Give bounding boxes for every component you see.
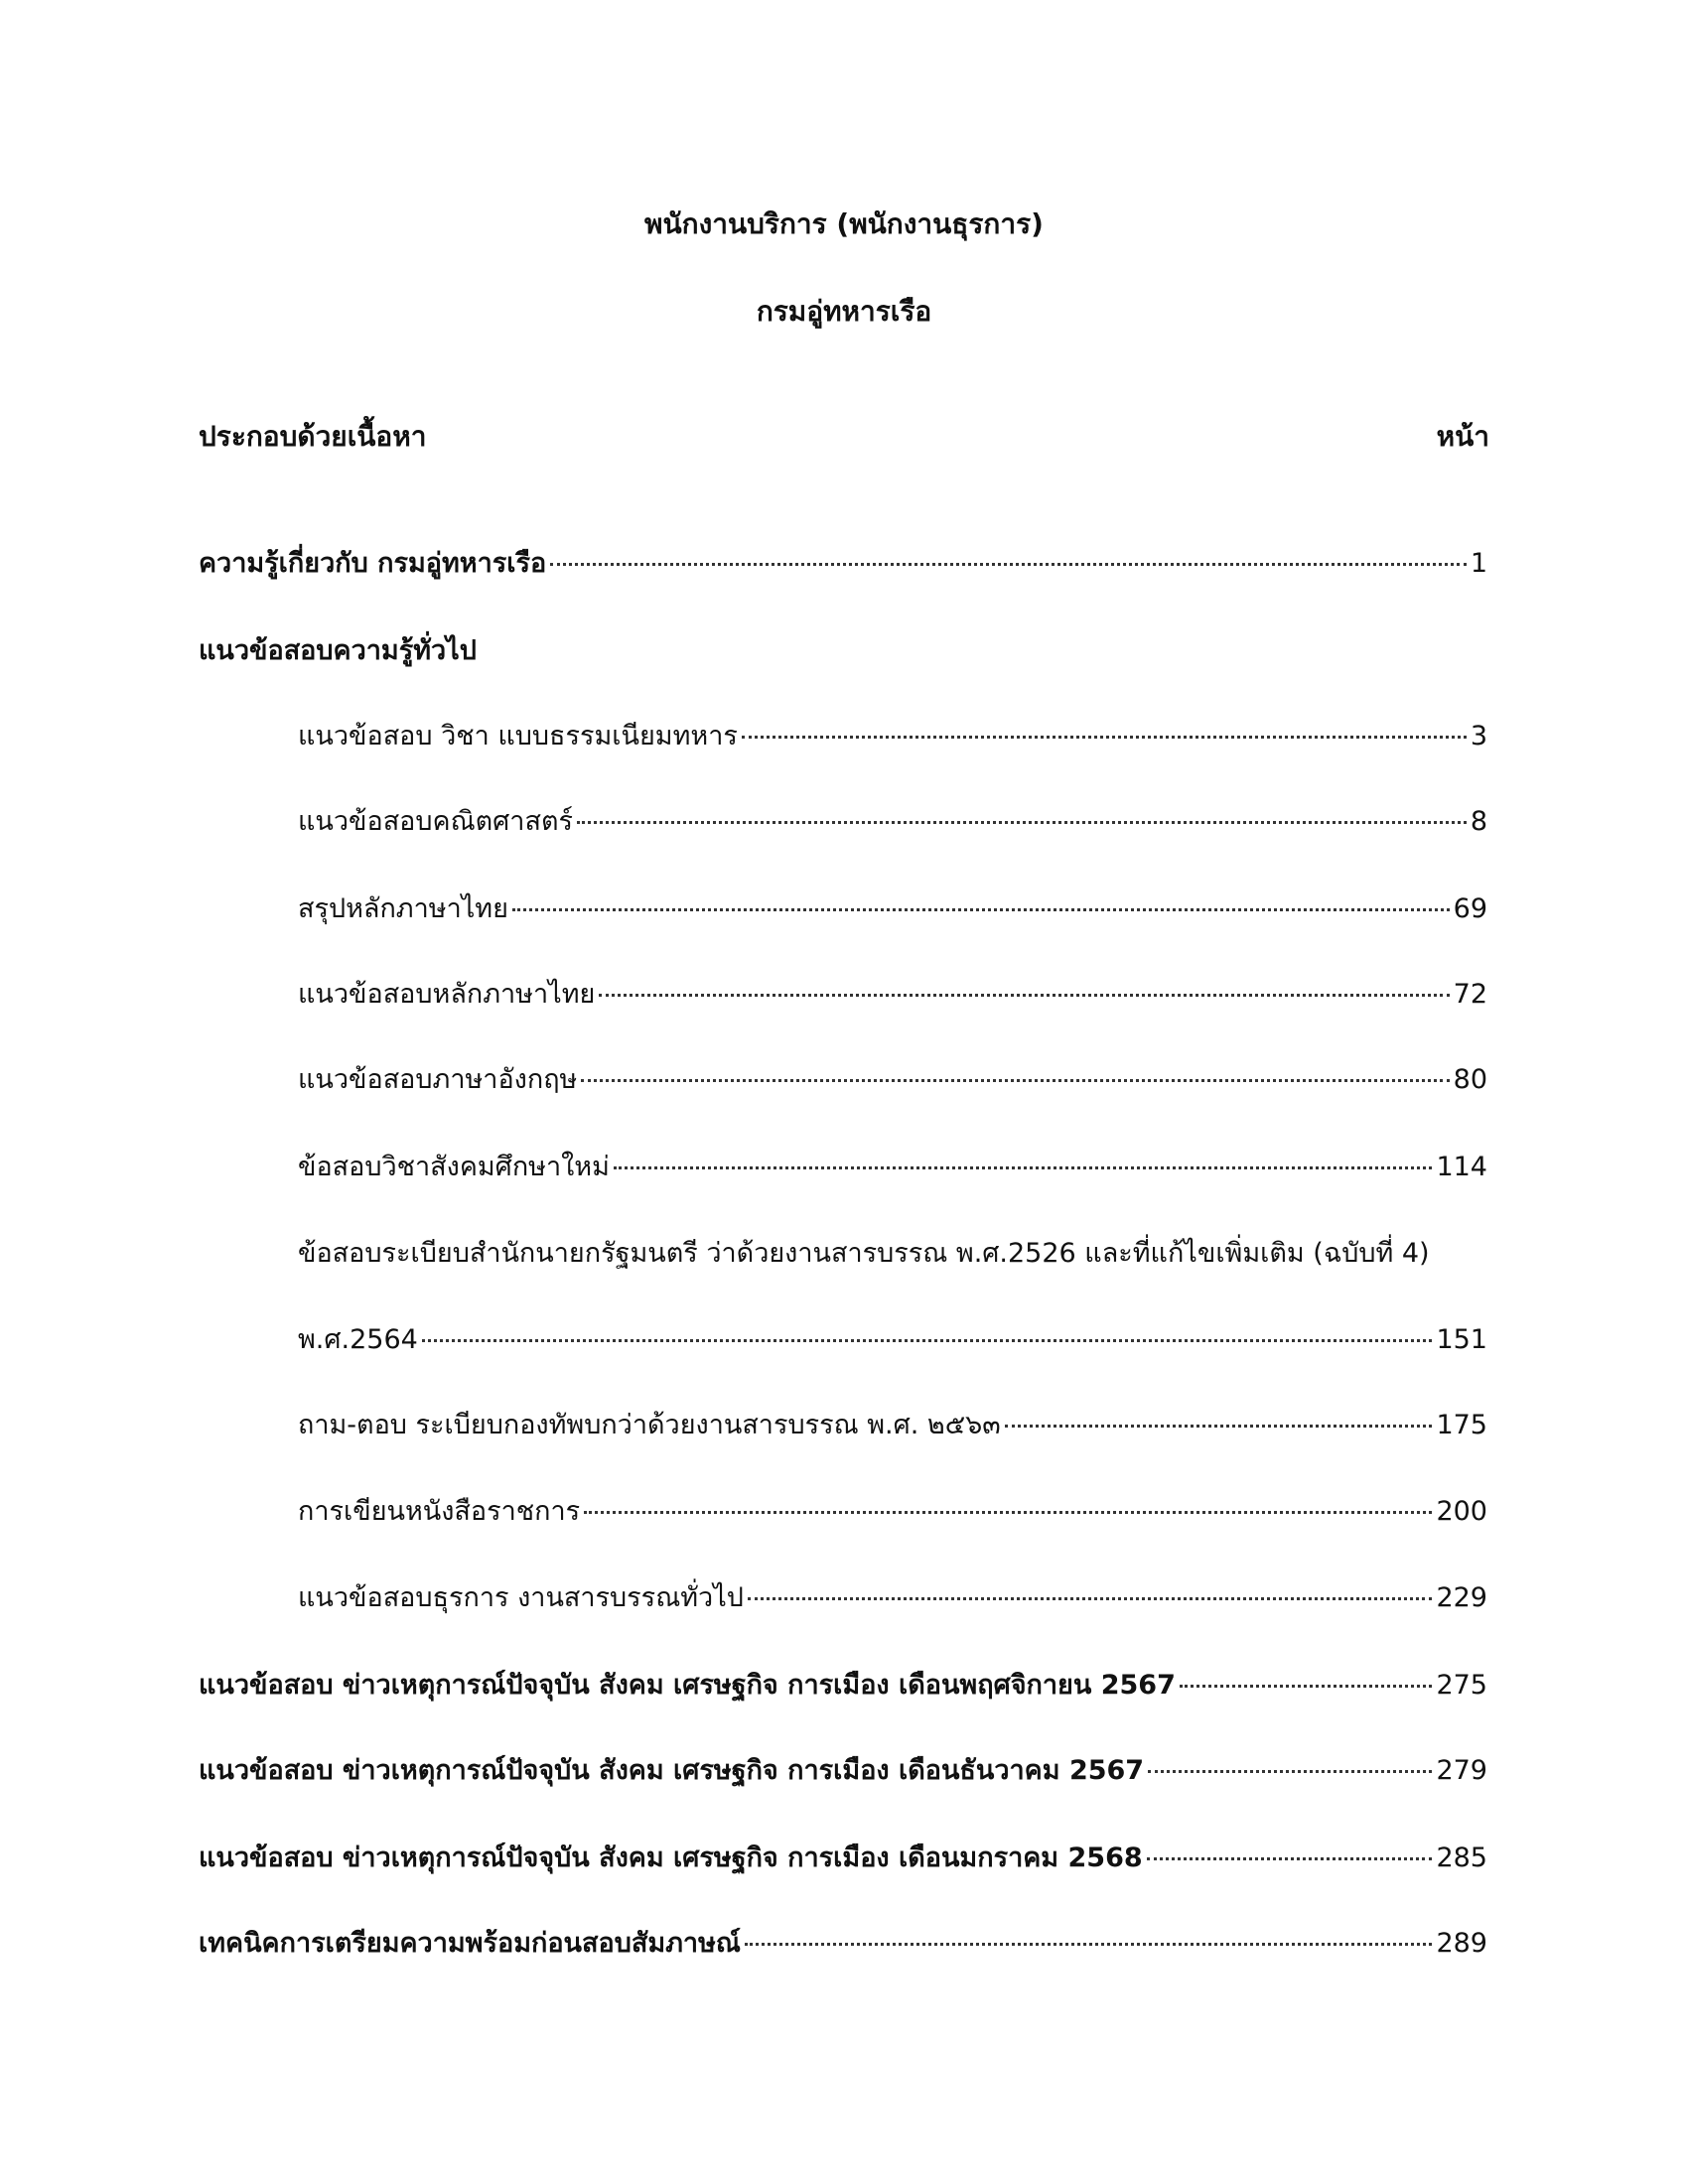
toc-entry-text: แนวข้อสอบ ข่าวเหตุการณ์ปัจจุบัน สังคม เศรษฐกิจ การเมือง เดือนธันวาคม 2567 [199,1755,1145,1786]
toc-entry[interactable] [199,1751,1487,1791]
toc-entry-page: 72 [1453,979,1487,1010]
toc-entry-text: แนวข้อสอบภาษาอังกฤษ [298,1064,578,1095]
toc-leader-dots [614,1166,1433,1169]
toc-entry-page: 3 [1470,721,1487,751]
toc-entry-text: แนวข้อสอบ ข่าวเหตุการณ์ปัจจุบัน สังคม เศรษฐกิจ การเมือง เดือนพฤศจิกายน 2567 [199,1670,1176,1701]
toc-entry-text: แนวข้อสอบ วิชา แบบธรรมเนียมทหาร [298,721,738,751]
toc-entry[interactable] [298,889,1487,929]
toc-leader-dots [584,1511,1432,1514]
toc-leader-dots [512,908,1450,911]
toc-section-heading [199,631,1487,671]
toc-leader-dots [1005,1425,1433,1428]
toc-entry-page: 285 [1436,1843,1487,1873]
toc-page-label: หน้า [1436,420,1489,453]
toc-leader-dots [1147,1857,1433,1860]
toc-entry-text: สรุปหลักภาษาไทย [298,893,508,924]
toc-entry-continued[interactable] [298,1234,1487,1274]
toc-entry[interactable] [298,1492,1487,1532]
toc-entry-page: 200 [1436,1496,1487,1527]
toc-entry-text: ข้อสอบวิชาสังคมศึกษาใหม่ [298,1152,610,1182]
document-subtitle: กรมอู่ทหารเรือ [756,295,932,328]
toc-entry-text: แนวข้อสอบ ข่าวเหตุการณ์ปัจจุบัน สังคม เศรษฐกิจ การเมือง เดือนมกราคม 2568 [199,1843,1143,1873]
toc-entry-page: 279 [1436,1755,1487,1786]
toc-leader-dots [748,1597,1433,1600]
toc-entry-page: 175 [1436,1410,1487,1440]
toc-entry-page: 275 [1436,1670,1487,1701]
toc-entry-page: 69 [1453,893,1487,924]
toc-leader-dots [577,821,1467,824]
toc-entry-text: เทคนิคการเตรียมความพร้อมก่อนสอบสัมภาษณ์ [199,1928,741,1959]
toc-entry[interactable] [298,717,1487,756]
toc-entry[interactable] [199,1666,1487,1706]
document-title: พนักงานบริการ (พนักงานธุรการ) [644,207,1044,240]
toc-entry[interactable] [298,1060,1487,1100]
toc-entry-page: 1 [1470,548,1487,579]
toc-entry-text: ถาม-ตอบ ระเบียบกองทัพบกว่าด้วยงานสารบรรณ พ.ศ. ๒๕๖๓ [298,1410,1001,1440]
toc-entry-page: 80 [1453,1064,1487,1095]
toc-entry-text: การเขียนหนังสือราชการ [298,1496,581,1527]
toc-leader-dots [422,1339,1433,1342]
toc-entry-page: 8 [1470,806,1487,837]
toc-leader-dots [599,994,1449,997]
toc-entry-text: ความรู้เกี่ยวกับ กรมอู่ทหารเรือ [199,548,547,579]
toc-entry-page: 151 [1436,1324,1487,1355]
toc-leader-dots [1180,1685,1433,1688]
toc-leader-dots [1148,1770,1432,1773]
toc-entry[interactable] [199,1924,1487,1964]
toc-leader-dots [745,1943,1433,1946]
toc-entry-page: 114 [1436,1152,1487,1182]
toc-entry-text: แนวข้อสอบความรู้ทั่วไป [199,635,477,666]
toc-leader-dots [742,736,1467,739]
toc-contents-label: ประกอบด้วยเนื้อหา [199,420,427,453]
toc-entry-text: ข้อสอบระเบียบสำนักนายกรัฐมนตรี ว่าด้วยงานสารบรรณ พ.ศ.2526 และที่แก้ไขเพิ่มเติม (ฉบับที่ 4) [298,1238,1430,1269]
toc-entry[interactable] [298,1578,1487,1618]
toc-entry[interactable] [199,544,1487,584]
toc-entry[interactable] [298,1320,1487,1360]
toc-entry[interactable] [199,1839,1487,1878]
toc-entry-text: แนวข้อสอบธุรการ งานสารบรรณทั่วไป [298,1582,744,1613]
toc-entry[interactable] [298,802,1487,842]
toc-entry-text: แนวข้อสอบหลักภาษาไทย [298,979,596,1010]
toc-entry[interactable] [298,975,1487,1015]
toc-entry-page: 289 [1436,1928,1487,1959]
toc-entry-text: พ.ศ.2564 [298,1324,418,1355]
toc-leader-dots [550,563,1467,566]
toc-entry-text: แนวข้อสอบคณิตศาสตร์ [298,806,573,837]
toc-leader-dots [581,1079,1449,1082]
toc-entry[interactable] [298,1406,1487,1445]
toc-entry[interactable] [298,1148,1487,1187]
toc-header [199,417,1489,457]
toc-entry-page: 229 [1436,1582,1487,1613]
